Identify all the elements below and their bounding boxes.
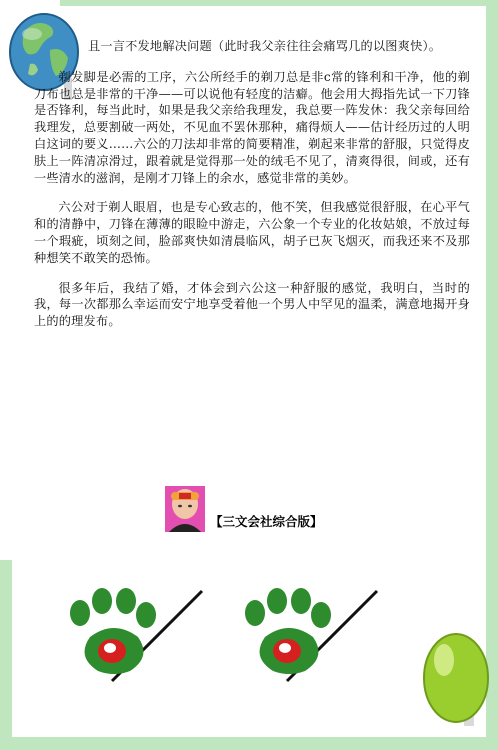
paragraph-1: 剃发脚是必需的工序，六公所经手的剃刀总是非c常的锋利和干净，他的剃刀布也总是非常的干净——可以说他有轻度的洁癖。他会用大拇指先试一下刀锋是否锋利，每当此时，如果是我父亲给我理发，我总要一阵发休：我父亲每回给我理发，总要割破一两处，不见血不罢休那种，痛得烦人——估计经历过的人明白这词的要义……六公的刀法却非常的简要精准，剃起来非常的舒服，只觉得皮肤上一阵清凉滑过，跟着就是觉得那一处的绒毛不见了，清爽得很，间或，还有一些清水的滋润，是刚才刀锋上的余水，感觉非常的美妙。 [34,69,470,185]
paragraph-3: 很多年后，我结了婚，才体会到六公这一种舒服的感觉，我明白，当时的我，每一次都那么幸运而安宁地享受着他一个男人中罕见的温柔，满意地揭开身上的的理发布。 [34,280,470,329]
paw-print-icon [235,585,385,695]
paw-print-icon [60,585,210,695]
article-intro: 且一言不发地解决问题（此时我父亲往往会痛骂几的以图爽快）。 [88,39,442,53]
bottom-border-strip [0,737,498,750]
article-body [34,34,470,343]
source-label: 【三文会社综合版】 [210,514,323,529]
avatar-logo [165,486,205,532]
left-border-strip [0,560,12,750]
paragraph-2: 六公对于剃人眼眉，也是专心致志的，他不笑，但我感觉很舒服，在心平气和的清静中，刀锋在薄薄的眼睑中游走，六公象一个专业的化妆姑娘，不放过每一个瑕疵，顷刻之间，脸部爽快如清晨临风，胡子已灰飞烟灭，而我还来不及那种想笑不敢笑的恐怖。 [34,200,470,265]
lime-icon [420,628,494,728]
top-border-strip [60,0,498,6]
